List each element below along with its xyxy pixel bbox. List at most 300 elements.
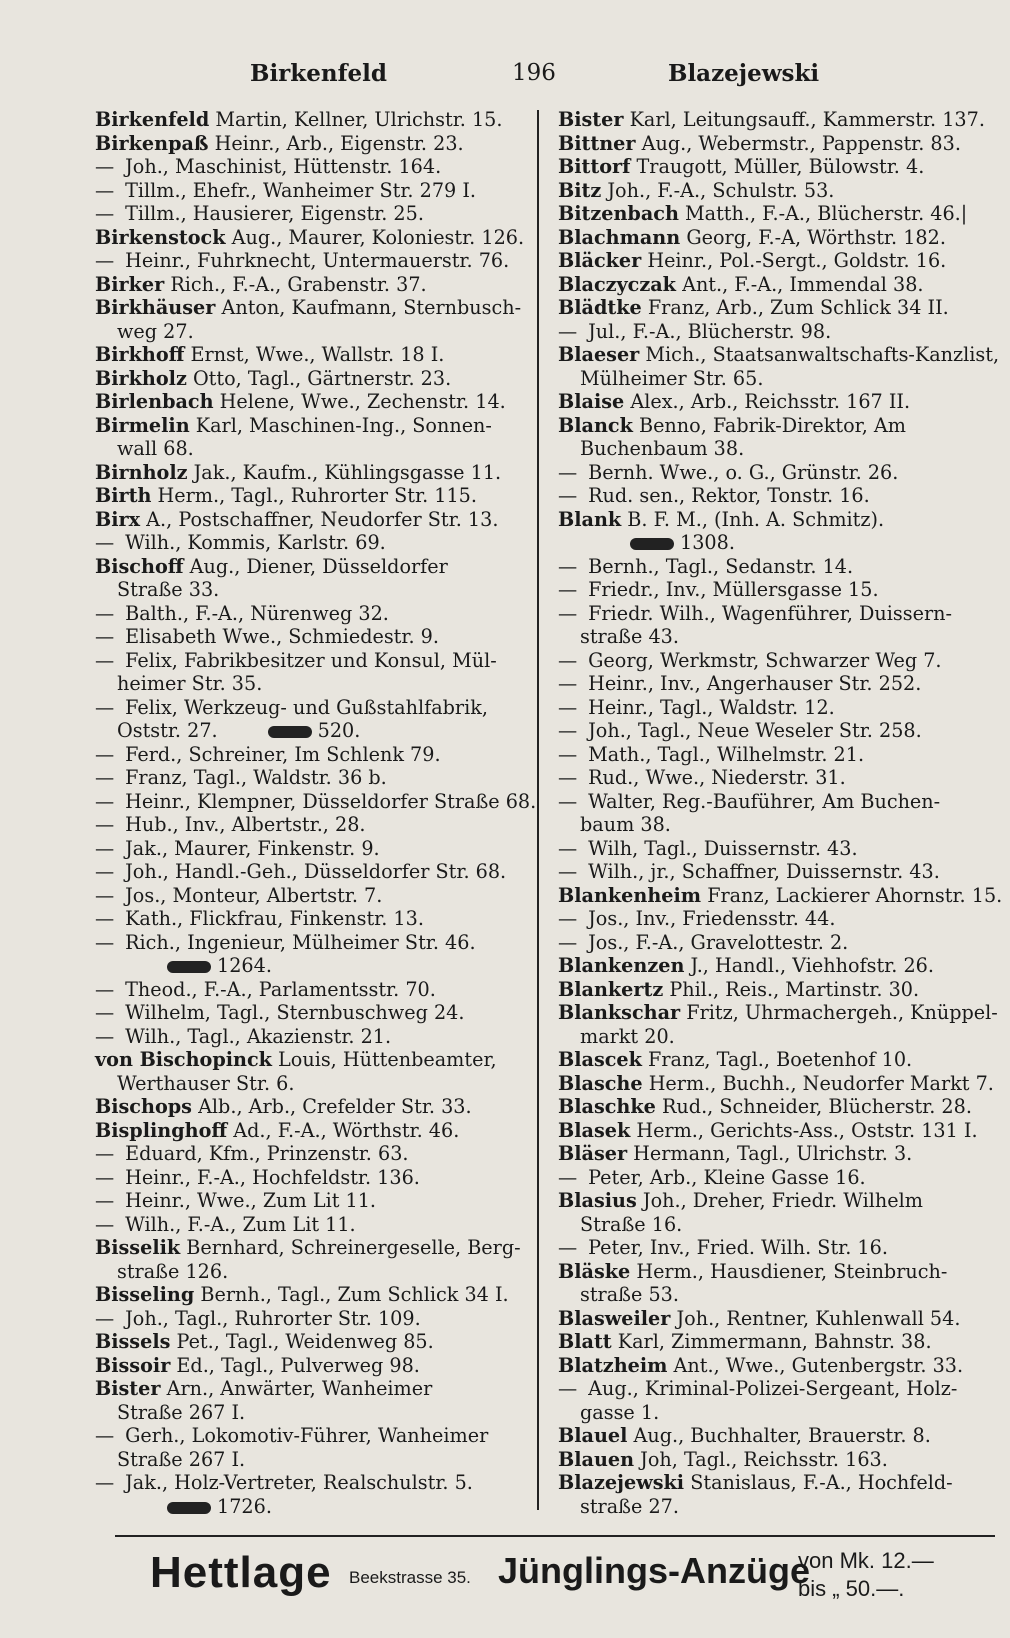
directory-entry [95,1448,525,1472]
directory-entry [95,555,525,579]
entry-text: Balth., F.-A., Nürenweg 32. [119,601,389,625]
entry-text: Aug., Webermstr., Pappenstr. 83. [635,131,961,155]
directory-entry [95,155,525,179]
entry-text: gasse 1. [580,1400,660,1424]
ditto-dash: — [95,695,115,719]
entry-text: Phil., Reis., Martinstr. 30. [663,977,920,1001]
entry-text: J., Handl., Viehhofstr. 26. [684,954,934,977]
directory-entry [558,1471,988,1495]
directory-entry [95,320,525,344]
entry-text: straße 53. [580,1283,679,1306]
entry-surname: Birmelin [95,413,190,437]
directory-entry [558,813,988,837]
entry-text: Ed., Tagl., Pulverweg 98. [170,1353,420,1377]
right-column [558,108,1003,1518]
ditto-dash: — [558,789,578,813]
entry-text: Herm., Gerichts-Ass., Oststr. 131 I. [630,1118,978,1142]
ditto-dash: — [558,742,578,766]
entry-surname: Birkenpaß [95,131,209,155]
entry-text: Straße 267 I. [117,1400,246,1424]
entry-text: Benno, Fabrik-Direktor, Am [632,413,906,437]
entry-text: Jak., Maurer, Finkenstr. 9. [119,836,380,860]
directory-entry [95,743,525,767]
entry-text: Wilh, Tagl., Duissernstr. 43. [582,836,858,860]
directory-entry [558,766,988,790]
entry-surname: Blauen [558,1447,635,1471]
ditto-dash: — [558,1165,578,1189]
directory-entry [558,1448,988,1472]
directory-entry [558,1166,988,1190]
directory-entry [95,1048,525,1072]
page-number: 196 [512,60,556,86]
entry-text: Pet., Tagl., Weidenweg 85. [170,1330,434,1353]
entry-text: Karl, Zimmermann, Bahnstr. 38. [611,1330,932,1353]
directory-entry [558,649,988,673]
entry-text: Fritz, Uhrmachergeh., Knüppel- [680,1001,998,1024]
directory-entry [558,1401,988,1425]
entry-text: Felix, Werkzeug- und Gußstahlfabrik, [119,695,488,719]
directory-entry [95,1283,525,1307]
directory-entry [95,1166,525,1190]
ditto-dash: — [95,1024,115,1048]
ditto-dash: — [558,1377,578,1400]
header-right-keyword: Blazejewski [668,60,820,87]
telephone-number: 520. [268,719,361,743]
advertisement [0,1540,1010,1630]
entry-surname: Birkhäuser [95,296,216,319]
entry-text: Ant., Wwe., Gutenbergstr. 33. [667,1353,964,1377]
directory-entry [558,696,988,720]
directory-entry [558,1095,988,1119]
directory-entry [558,578,988,602]
ditto-dash: — [95,930,115,954]
directory-entry [95,1025,525,1049]
ditto-dash: — [558,907,578,930]
ditto-dash: — [95,249,115,272]
entry-text: Heinr., Tagl., Waldstr. 12. [582,695,835,719]
entry-surname: Blaczyczak [558,272,676,296]
entry-text: B. F. M., (Inh. A. Schmitz). [621,507,885,531]
entry-surname: Bister [558,108,624,131]
directory-entry [558,508,988,532]
directory-entry [95,390,525,414]
entry-text: Ferd., Schreiner, Im Schlenk 79. [119,742,441,766]
entry-surname: Blaschke [558,1095,656,1118]
directory-entry [95,719,525,743]
directory-entry [95,696,525,720]
entry-text: Bernh. Wwe., o. G., Grünstr. 26. [582,460,899,484]
directory-entry [95,578,525,602]
directory-entry [558,249,988,273]
entry-text: Aug., Diener, Düsseldorfer [183,554,448,578]
entry-text: heimer Str. 35. [117,672,263,695]
directory-entry [558,343,1000,367]
entry-text: Math., Tagl., Wilhelmstr. 21. [582,742,865,766]
directory-entry [95,1471,525,1495]
entry-text: A., Postschaffner, Neudorfer Str. 13. [140,507,499,531]
entry-text: Bernh., Tagl., Sedanstr. 14. [582,554,854,578]
directory-entry [558,1119,988,1143]
ad-product: Jünglings-Anzüge [498,1550,810,1591]
directory-entry [95,649,525,673]
entry-text: Herm., Hausdiener, Steinbruch- [630,1259,948,1283]
entry-text: Georg, Werkmstr, Schwarzer Weg 7. [582,648,942,672]
ditto-dash: — [95,789,115,813]
entry-surname: Blankenheim [558,883,702,907]
directory-entry [95,1001,525,1025]
directory-entry [95,907,525,931]
entry-surname: Blazejewski [558,1471,685,1494]
directory-entry [558,1330,988,1354]
entry-surname: Bläser [558,1142,628,1165]
entry-surname: Blankertz [558,977,664,1001]
entry-surname: Bischops [95,1095,192,1118]
directory-entry [95,1495,525,1519]
entry-surname: Birkholz [95,366,187,390]
entry-text: Herm., Buchh., Neudorfer Markt 7. [642,1071,994,1095]
ditto-dash: — [95,742,115,766]
directory-entry [558,1142,988,1166]
entry-text: Karl, Maschinen-Ing., Sonnen- [189,413,492,437]
entry-text: Alb., Arb., Crefelder Str. 33. [191,1095,472,1118]
directory-entry [95,1213,525,1237]
entry-surname: Blaise [558,390,625,413]
ditto-dash: — [558,860,578,883]
ditto-dash: — [558,319,578,343]
directory-entry [95,978,525,1002]
entry-text: Straße 267 I. [117,1447,246,1471]
entry-text: Tillm., Hausierer, Eigenstr. 25. [119,202,424,225]
directory-entry [95,1260,525,1284]
directory-entry [95,132,525,156]
directory-entry [95,343,525,367]
entry-surname: Bittner [558,131,636,155]
entry-surname: Bischoff [95,554,184,578]
ditto-dash: — [95,977,115,1001]
directory-entry [558,531,988,555]
entry-text: Joh., Tagl., Ruhrorter Str. 109. [119,1306,421,1330]
directory-entry [95,672,525,696]
entry-surname: Blachmann [558,225,681,249]
directory-entry [95,602,525,626]
entry-text: Wilh., Kommis, Karlstr. 69. [119,531,386,554]
entry-text: Louis, Hüttenbeamter, [271,1048,497,1071]
entry-text: Rich., Ingenieur, Mülheimer Str. 46. [119,930,476,954]
entry-text: markt 20. [580,1024,675,1048]
directory-entry [558,320,988,344]
entry-surname: Birkenstock [95,225,226,249]
directory-entry [558,1495,988,1519]
directory-entry [95,484,525,508]
directory-entry [95,1072,525,1096]
ditto-dash: — [558,648,578,672]
entry-text: Joh., Tagl., Neue Weseler Str. 258. [582,719,922,742]
entry-text: Wilh., Tagl., Akazienstr. 21. [119,1024,392,1048]
entry-text: Mich., Staatsanwaltschafts-Kanzlist, [639,343,1000,366]
directory-entry [558,414,988,438]
entry-text: Kath., Flickfrau, Finkenstr. 13. [119,907,424,930]
entry-text: Theod., F.-A., Parlamentsstr. 70. [119,977,436,1001]
directory-entry [95,837,525,861]
directory-entry [558,555,988,579]
entry-surname: Birkhoff [95,343,185,366]
entry-surname: Blasius [558,1189,637,1212]
entry-surname: Birlenbach [95,390,214,413]
directory-entry [558,602,988,626]
entry-text: Anton, Kaufmann, Sternbusch- [215,296,522,319]
ditto-dash: — [558,578,578,601]
entry-text: Peter, Arb., Kleine Gasse 16. [582,1165,866,1189]
ditto-dash: — [95,836,115,860]
entry-surname: Blankschar [558,1001,681,1024]
directory-entry [95,1095,525,1119]
directory-entry [95,1119,525,1143]
ditto-dash: — [558,460,578,484]
entry-text: straße 126. [117,1259,229,1283]
directory-entry [95,1377,525,1401]
directory-entry [95,860,525,884]
column-divider [537,110,539,1510]
entry-text: Karl, Leitungsauff., Kammerstr. 137. [623,108,985,131]
entry-surname: Birkenfeld [95,108,210,131]
entry-text: Heinr., Klempner, Düsseldorfer Straße 68. [119,789,537,813]
entry-surname: Blankenzen [558,954,685,977]
entry-text: Heinr., Wwe., Zum Lit 11. [119,1189,377,1212]
ditto-dash: — [95,155,115,178]
entry-text: Bernhard, Schreinergeselle, Berg- [180,1236,521,1259]
directory-entry [558,672,988,696]
entry-surname: Bittorf [558,155,631,178]
directory-entry [95,1307,525,1331]
ditto-dash: — [95,531,115,554]
ditto-dash: — [95,601,115,625]
directory-entry [558,108,988,132]
ditto-dash: — [558,836,578,860]
directory-entry [558,1260,988,1284]
entry-text: Jul., F.-A., Blücherstr. 98. [582,319,832,343]
directory-entry [558,837,988,861]
entry-surname: Bläcker [558,249,642,272]
entry-text: straße 27. [580,1494,679,1518]
entry-text: straße 43. [580,625,679,648]
directory-entry [558,719,988,743]
entry-text: Jos., Monteur, Albertstr. 7. [119,883,383,907]
entry-text: Wilh., F.-A., Zum Lit 11. [119,1212,356,1236]
directory-entry [95,1401,525,1425]
directory-entry [95,367,525,391]
entry-text: Joh., F.-A., Schulstr. 53. [601,178,835,202]
ditto-dash: — [95,1189,115,1212]
entry-text: Franz, Tagl., Waldstr. 36 b. [119,766,387,789]
entry-text: Heinr., Arb., Eigenstr. 23. [208,131,464,155]
directory-entry [558,1236,988,1260]
directory-entry [95,931,525,955]
entry-text: Aug., Kriminal-Polizei-Sergeant, Holz- [582,1377,958,1400]
entry-surname: Bissels [95,1330,171,1353]
entry-surname: Blatzheim [558,1353,668,1377]
directory-entry [95,296,525,320]
ditto-dash: — [95,766,115,789]
ditto-dash: — [95,813,115,836]
directory-entry [558,790,988,814]
entry-surname: von Bischopinck [95,1048,272,1071]
left-column [95,108,537,1518]
ditto-dash: — [558,1236,578,1259]
entry-surname: Blanck [558,413,633,437]
entry-surname: Blauel [558,1424,628,1447]
ditto-dash: — [558,672,578,695]
entry-surname: Blädtke [558,296,642,319]
entry-surname: Bisseling [95,1283,195,1306]
directory-entry [95,1354,525,1378]
entry-surname: Blasek [558,1118,631,1142]
directory-entry [558,1189,988,1213]
entry-text: Joh., Dreher, Friedr. Wilhelm [636,1189,923,1212]
directory-entry [95,414,525,438]
directory-entry [558,1354,988,1378]
entry-text: Alex., Arb., Reichsstr. 167 II. [624,390,911,413]
ditto-dash: — [95,1471,115,1494]
directory-entry [558,625,988,649]
ditto-dash: — [558,484,578,507]
ditto-dash: — [95,1165,115,1189]
telephone-icon [268,726,312,738]
entry-text: Bernh., Tagl., Zum Schlick 34 I. [194,1283,509,1306]
entry-text: Hermann, Tagl., Ulrichstr. 3. [627,1142,913,1165]
entry-surname: Blasche [558,1071,643,1095]
entry-text: Otto, Tagl., Gärtnerstr. 23. [186,366,452,390]
ditto-dash: — [558,601,578,625]
entry-text: Joh., Rentner, Kuhlenwall 54. [670,1306,961,1330]
entry-text: Helene, Wwe., Zechenstr. 14. [213,390,506,413]
entry-text: Rud. sen., Rektor, Tonstr. 16. [582,484,870,507]
telephone-number: 1308. [630,531,735,555]
entry-text: Aug., Maurer, Koloniestr. 126. [225,225,525,249]
directory-entry [558,931,988,955]
directory-entry [95,1424,525,1448]
ditto-dash: — [95,1001,115,1024]
entry-text: Heinr., Pol.-Sergt., Goldstr. 16. [641,249,947,272]
entry-surname: Bisselik [95,1236,181,1259]
directory-entry [558,390,988,414]
entry-surname: Bitzenbach [558,202,679,225]
directory-entry [95,1330,525,1354]
entry-text: Buchenbaum 38. [580,437,745,460]
entry-text: weg 27. [117,319,194,343]
entry-text: Peter, Inv., Fried. Wilh. Str. 16. [582,1236,888,1259]
entry-text: Martin, Kellner, Ulrichstr. 15. [209,108,503,131]
directory-entry [95,273,525,297]
directory-entry [95,531,525,555]
entry-text: Joh, Tagl., Reichsstr. 163. [634,1447,888,1471]
entry-surname: Bisplinghoff [95,1118,228,1142]
directory-entry [95,884,525,908]
header-left-keyword: Birkenfeld [250,60,387,87]
entry-surname: Birx [95,507,141,531]
entry-text: Felix, Fabrikbesitzer und Konsul, Mül- [119,648,497,672]
entry-text: Heinr., Inv., Angerhauser Str. 252. [582,672,922,695]
entry-text: Ernst, Wwe., Wallstr. 18 I. [184,343,445,366]
directory-entry [558,296,988,320]
entry-text: Franz, Lackierer Ahornstr. 15. [701,883,1003,907]
entry-text: Traugott, Müller, Bülowstr. 4. [630,155,925,178]
entry-text: Eduard, Kfm., Prinzenstr. 63. [119,1142,409,1165]
entry-surname: Birker [95,272,165,296]
ditto-dash: — [558,695,578,719]
entry-text: Walter, Reg.-Bauführer, Am Buchen- [582,789,941,813]
directory-entry [558,202,988,226]
entry-text: Jos., Inv., Friedensstr. 44. [582,907,836,930]
directory-entry [558,179,988,203]
entry-text: Arn., Anwärter, Wanheimer [160,1377,433,1400]
telephone-icon [167,961,211,973]
ditto-dash: — [95,1212,115,1236]
directory-entry [95,202,525,226]
directory-entry [558,954,988,978]
directory-entry [558,883,1003,908]
directory-entry [558,1001,998,1025]
ditto-dash: — [558,766,578,789]
directory-entry [558,907,988,931]
entry-text: Friedr., Inv., Müllersgasse 15. [582,578,879,601]
directory-entry [558,1213,988,1237]
ditto-dash: — [95,860,115,883]
entry-surname: Bister [95,1377,161,1400]
directory-entry [95,108,525,132]
telephone-icon [630,538,674,550]
entry-surname: Blascek [558,1048,642,1071]
directory-entry [558,1424,988,1448]
directory-entry [95,461,525,485]
directory-entry [95,249,525,273]
entry-text: Heinr., F.-A., Hochfeldstr. 136. [119,1165,420,1189]
directory-entry [95,1236,525,1260]
entry-text: Herm., Tagl., Ruhrorter Str. 115. [151,484,477,507]
directory-entry [558,743,988,767]
entry-text: Jos., F.-A., Gravelottestr. 2. [582,930,849,954]
ad-price-to: bis „ 50.—. [798,1576,905,1601]
directory-entry [558,367,988,391]
entry-text: Georg, F.-A, Wörthstr. 182. [680,225,946,249]
entry-text: Hub., Inv., Albertstr., 28. [119,813,366,836]
entry-text: Gerh., Lokomotiv-Führer, Wanheimer [119,1424,489,1447]
directory-entry [558,461,988,485]
entry-surname: Blatt [558,1330,612,1353]
directory-entry [95,179,525,203]
entry-text: Stanislaus, F.-A., Hochfeld- [684,1471,953,1494]
ditto-dash: — [95,883,115,907]
entry-text: Franz, Arb., Zum Schlick 34 II. [641,296,949,319]
directory-entry [558,484,988,508]
directory-entry [558,273,988,297]
entry-text: Aug., Buchhalter, Brauerstr. 8. [627,1424,931,1447]
entry-text: Matth., F.-A., Blücherstr. 46.| [678,202,968,225]
entry-text: Wilh., jr., Schaffner, Duissernstr. 43. [582,860,940,883]
entry-text: Franz, Tagl., Boetenhof 10. [641,1048,913,1071]
entry-text: baum 38. [580,813,671,836]
entry-surname: Birnholz [95,460,188,484]
ditto-dash: — [558,930,578,954]
directory-entry [95,813,525,837]
entry-surname: Blasweiler [558,1306,671,1330]
entry-text: Ant., F.-A., Immendal 38. [675,272,924,296]
ditto-dash: — [95,1424,115,1447]
entry-surname: Blank [558,507,622,531]
entry-surname: Bläske [558,1259,631,1283]
directory-entry [558,1283,988,1307]
ad-separator-rule [115,1535,995,1537]
directory-entry [95,954,525,978]
